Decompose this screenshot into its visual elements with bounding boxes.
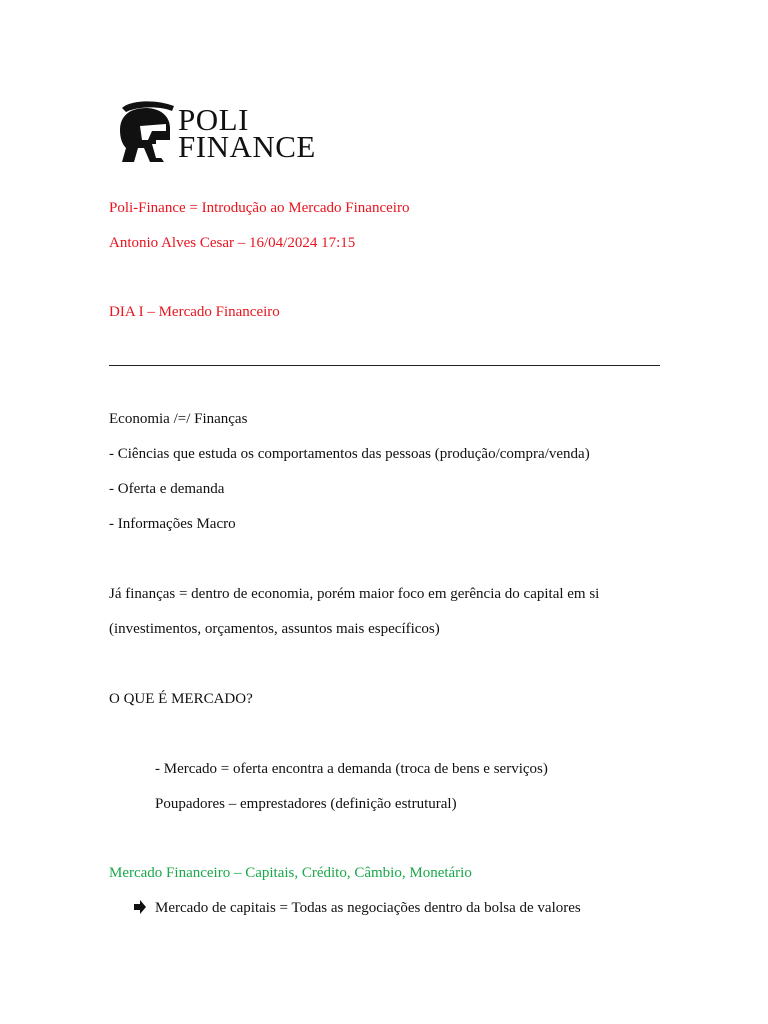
day-heading: DIA I – Mercado Financeiro [109, 304, 280, 320]
mercado-definition: - Mercado = oferta encontra a demanda (troca de bens e serviços) [155, 761, 548, 777]
horizontal-divider [109, 365, 660, 366]
logo-line1: POLI [178, 102, 249, 137]
mercado-capitais-bullet: Mercado de capitais = Todas as negociações dentro da bolsa de valores [155, 900, 581, 916]
economia-item-1: - Ciências que estuda os comportamentos das pessoas (produção/compra/venda) [109, 446, 590, 462]
poli-finance-logo [116, 100, 326, 164]
poupadores-line: Poupadores – emprestadores (definição estrutural) [155, 796, 457, 812]
financas-line-1: Já finanças = dentro de economia, porém maior foco em gerência do capital em si [109, 586, 600, 602]
author-date: Antonio Alves Cesar – 16/04/2024 17:15 [109, 235, 356, 251]
economia-item-3: - Informações Macro [109, 516, 236, 532]
mercado-question: O QUE É MERCADO? [109, 691, 253, 707]
document-title: Poli-Finance = Introdução ao Mercado Financeiro [109, 200, 410, 216]
financas-line-2: (investimentos, orçamentos, assuntos mais específicos) [109, 621, 440, 637]
arrow-right-icon [133, 899, 147, 915]
logo-line2: FINANCE [178, 129, 316, 164]
economia-item-2: - Oferta e demanda [109, 481, 225, 497]
spartan-helmet-icon [116, 100, 176, 164]
economia-title: Economia /=/ Finanças [109, 411, 248, 427]
mercado-financeiro-heading: Mercado Financeiro – Capitais, Crédito, Câmbio, Monetário [109, 865, 472, 881]
